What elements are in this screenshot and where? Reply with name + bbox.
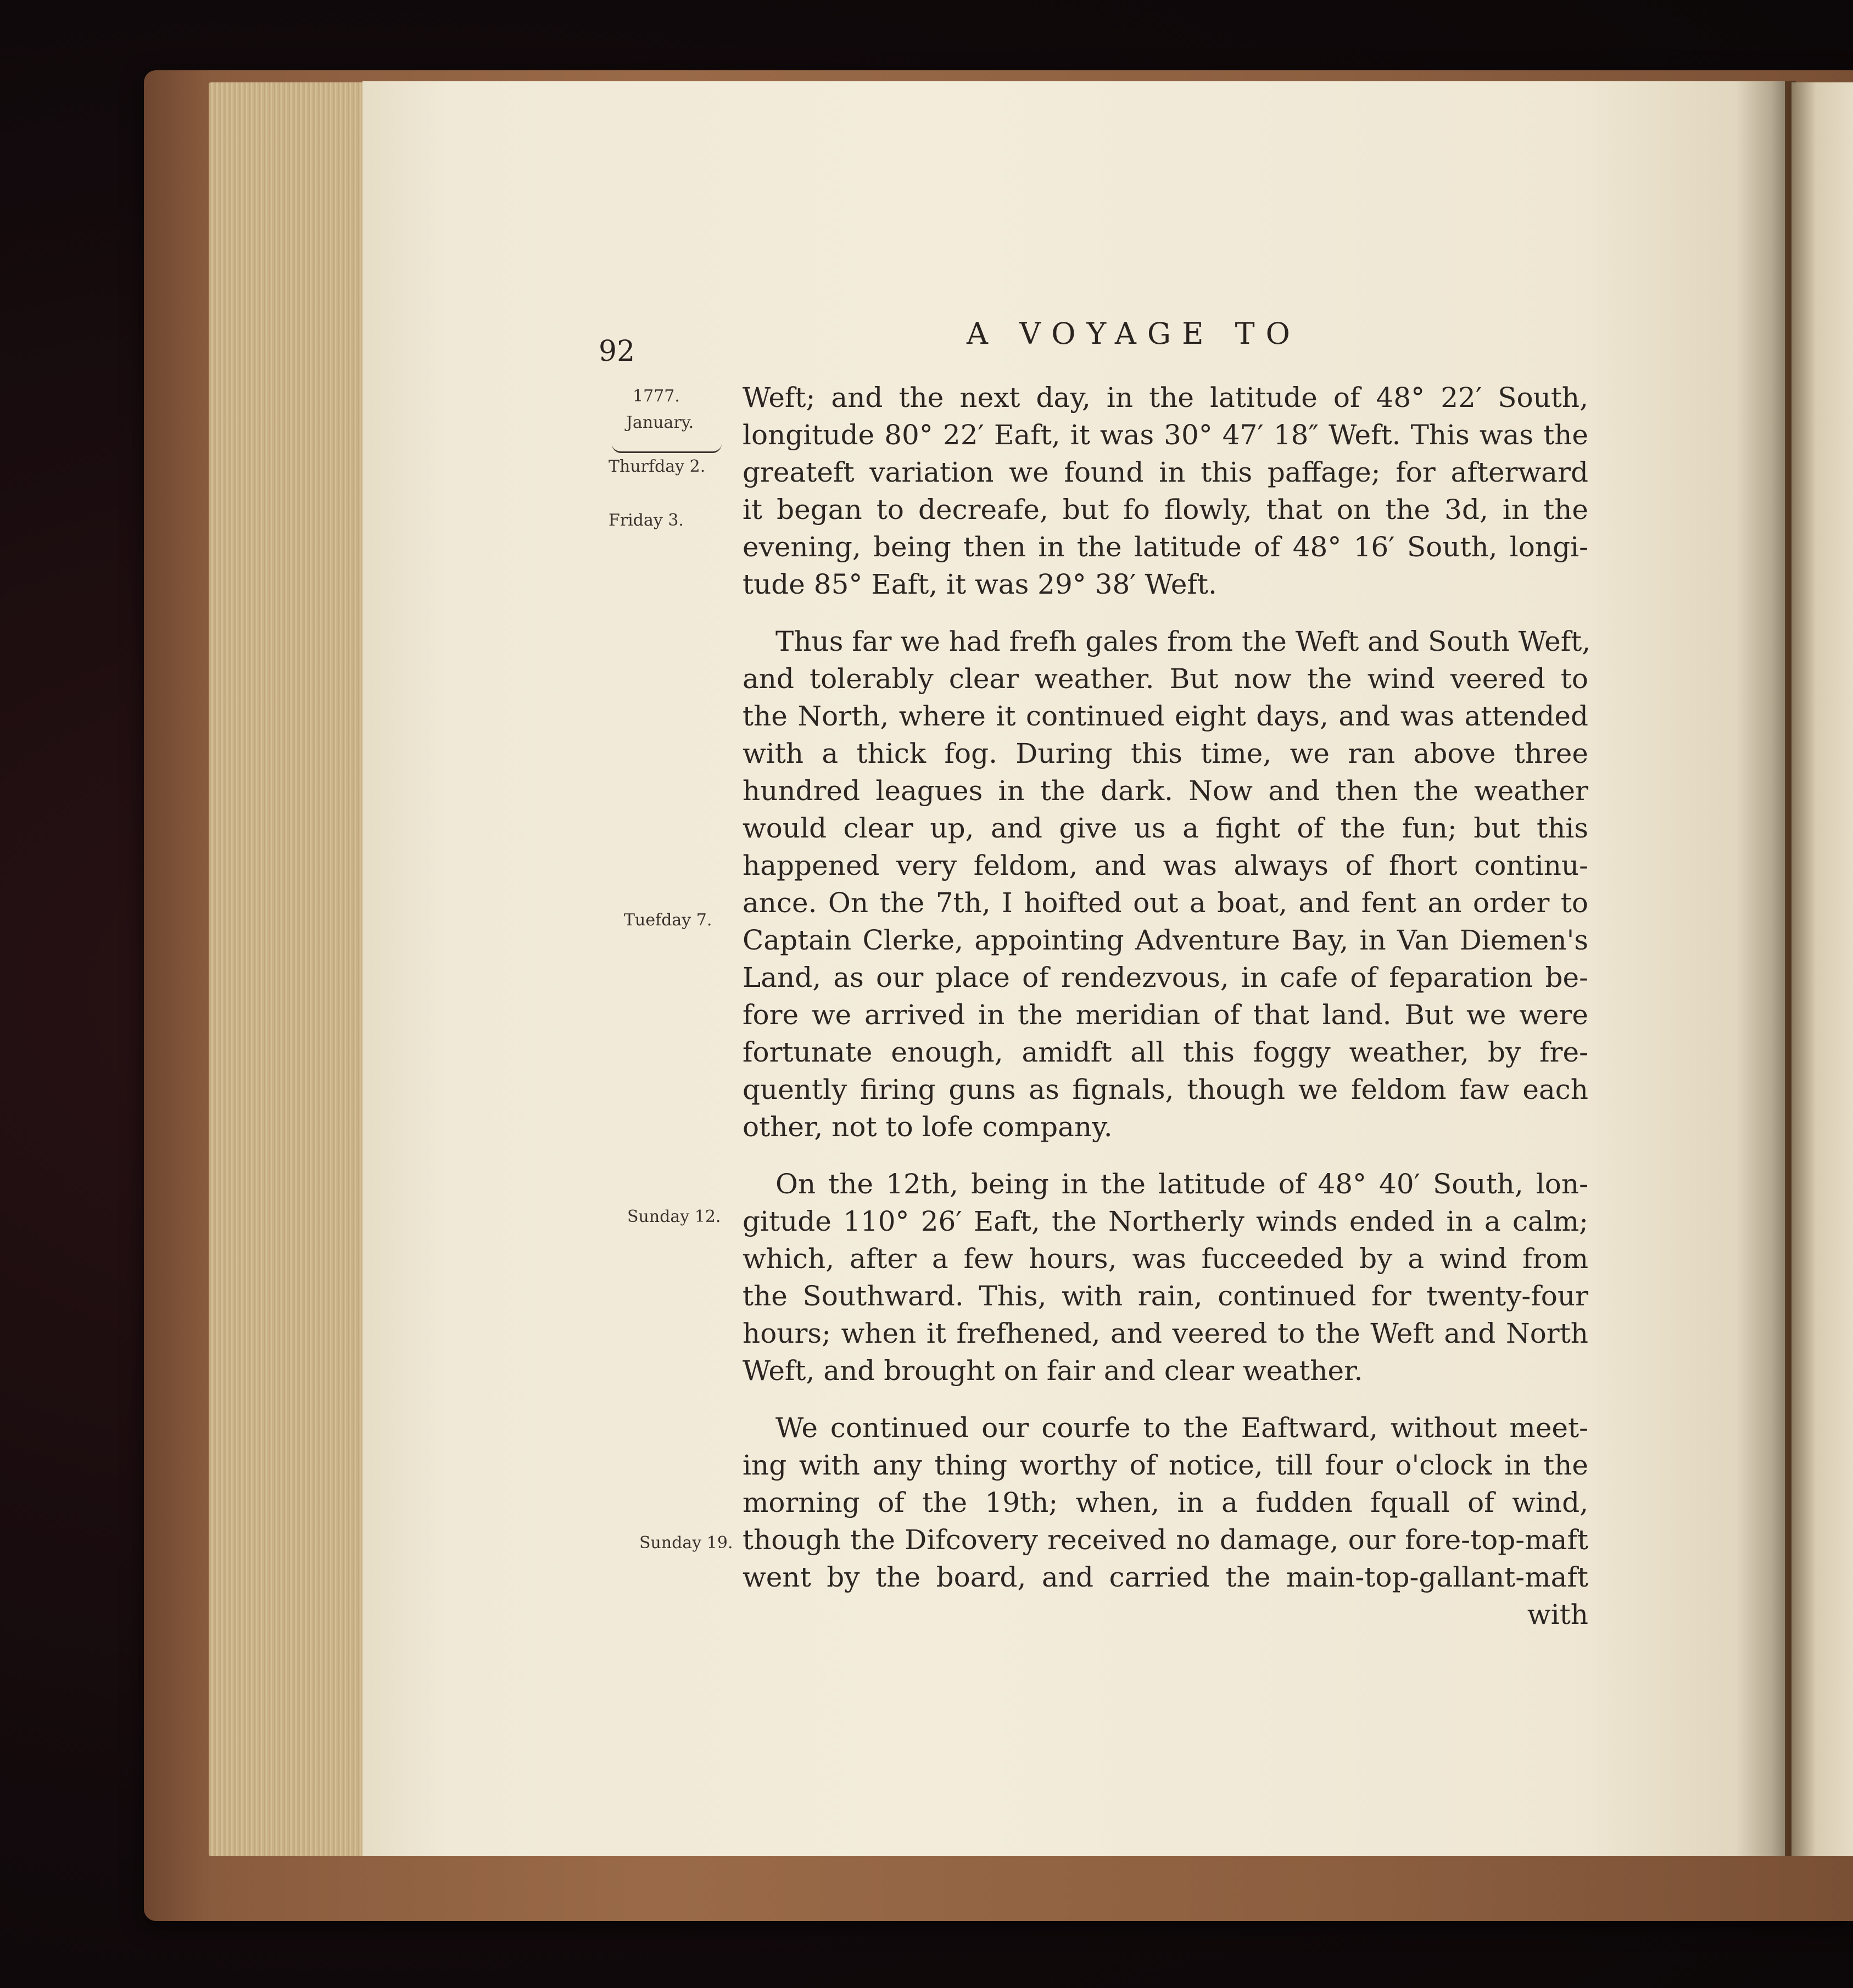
text-line: ance. On the 7th, I hoifted out a boat, and fent an order to bbox=[743, 887, 1588, 919]
text-line: Captain Clerke, appointing Adventure Bay, in Van Diemen's bbox=[743, 924, 1588, 956]
text-line: other, not to lofe company. bbox=[743, 1111, 1113, 1143]
paragraph-1 bbox=[743, 379, 1588, 603]
margin-month: January. bbox=[626, 413, 694, 432]
margin-thursday: Thurfday 2. bbox=[609, 457, 706, 476]
margin-year: 1777. bbox=[633, 387, 680, 406]
text-line: evening, being then in the latitude of 48° 16′ South, longi- bbox=[743, 531, 1588, 563]
right-page-edge bbox=[1791, 82, 1853, 1856]
text-line: the North, where it continued eight days, and was attended bbox=[743, 700, 1588, 732]
text-line: Thus far we had frefh gales from the Weft and South Weft, bbox=[775, 626, 1591, 657]
catchword: with bbox=[1527, 1599, 1588, 1630]
text-line: went by the board, and carried the main-top-gallant-maft bbox=[743, 1561, 1588, 1593]
text-line: fore we arrived in the meridian of that land. But we were bbox=[743, 999, 1588, 1031]
text-line: the Southward. This, with rain, continued for twenty-four bbox=[743, 1280, 1588, 1312]
text-line: fortunate enough, amidft all this foggy weather, by fre- bbox=[743, 1036, 1588, 1068]
margin-bracket bbox=[612, 444, 722, 453]
text-line: We continued our courfe to the Eaftward, without meet- bbox=[775, 1412, 1588, 1444]
text-line: Weft; and the next day, in the latitude of 48° 22′ South, bbox=[743, 382, 1588, 414]
paragraph-gap bbox=[743, 603, 1588, 623]
text-line: greateft variation we found in this paffage; for afterward bbox=[743, 456, 1588, 488]
body-text bbox=[743, 379, 1591, 1633]
paragraph-gap bbox=[743, 1389, 1588, 1409]
text-line: which, after a few hours, was fucceeded by a wind from bbox=[743, 1243, 1588, 1275]
text-line: longitude 80° 22′ Eaft, it was 30° 47′ 18″ Weft. This was the bbox=[743, 419, 1588, 451]
text-line: hours; when it frefhened, and veered to the Weft and North bbox=[743, 1317, 1588, 1349]
text-line: and tolerably clear weather. But now the wind veered to bbox=[743, 663, 1588, 695]
text-line: tude 85° Eaft, it was 29° 38′ Weft. bbox=[743, 568, 1217, 600]
margin-tuesday: Tuefday 7. bbox=[624, 911, 712, 930]
page-number: 92 bbox=[599, 335, 635, 368]
text-line: would clear up, and give us a fight of the fun; but this bbox=[743, 812, 1588, 844]
text-line: morning of the 19th; when, in a fudden fquall of wind, bbox=[743, 1487, 1588, 1518]
gutter-shadow bbox=[1735, 81, 1796, 1856]
margin-sunday-12: Sunday 12. bbox=[627, 1207, 721, 1226]
text-line: it began to decreafe, but fo flowly, that on the 3d, in the bbox=[743, 494, 1588, 526]
paragraph-4 bbox=[743, 1409, 1588, 1633]
text-line: gitude 110° 26′ Eaft, the Northerly winds ended in a calm; bbox=[743, 1205, 1588, 1237]
page-edges bbox=[209, 82, 373, 1856]
margin-friday: Friday 3. bbox=[609, 511, 684, 530]
text-line: quently firing guns as fignals, though we feldom faw each bbox=[743, 1074, 1588, 1105]
paragraph-2 bbox=[743, 623, 1591, 1146]
text-line: with a thick fog. During this time, we ran above three bbox=[743, 738, 1588, 769]
paragraph-3 bbox=[743, 1165, 1588, 1389]
text-line: happened very feldom, and was always of fhort continu- bbox=[743, 850, 1588, 881]
text-line: Weft, and brought on fair and clear weather. bbox=[743, 1355, 1363, 1387]
margin-sunday-19: Sunday 19. bbox=[639, 1533, 733, 1553]
text-line: though the Difcovery received no damage, our fore-top-maft bbox=[743, 1524, 1588, 1556]
running-head: A VOYAGE TO bbox=[967, 316, 1301, 351]
text-line: Land, as our place of rendezvous, in cafe of feparation be- bbox=[743, 962, 1588, 993]
paragraph-gap bbox=[743, 1146, 1588, 1165]
text-line: On the 12th, being in the latitude of 48° 40′ South, lon- bbox=[775, 1168, 1588, 1200]
text-line: hundred leagues in the dark. Now and then the weather bbox=[743, 775, 1588, 807]
text-line: ing with any thing worthy of notice, till four o'clock in the bbox=[743, 1449, 1588, 1481]
